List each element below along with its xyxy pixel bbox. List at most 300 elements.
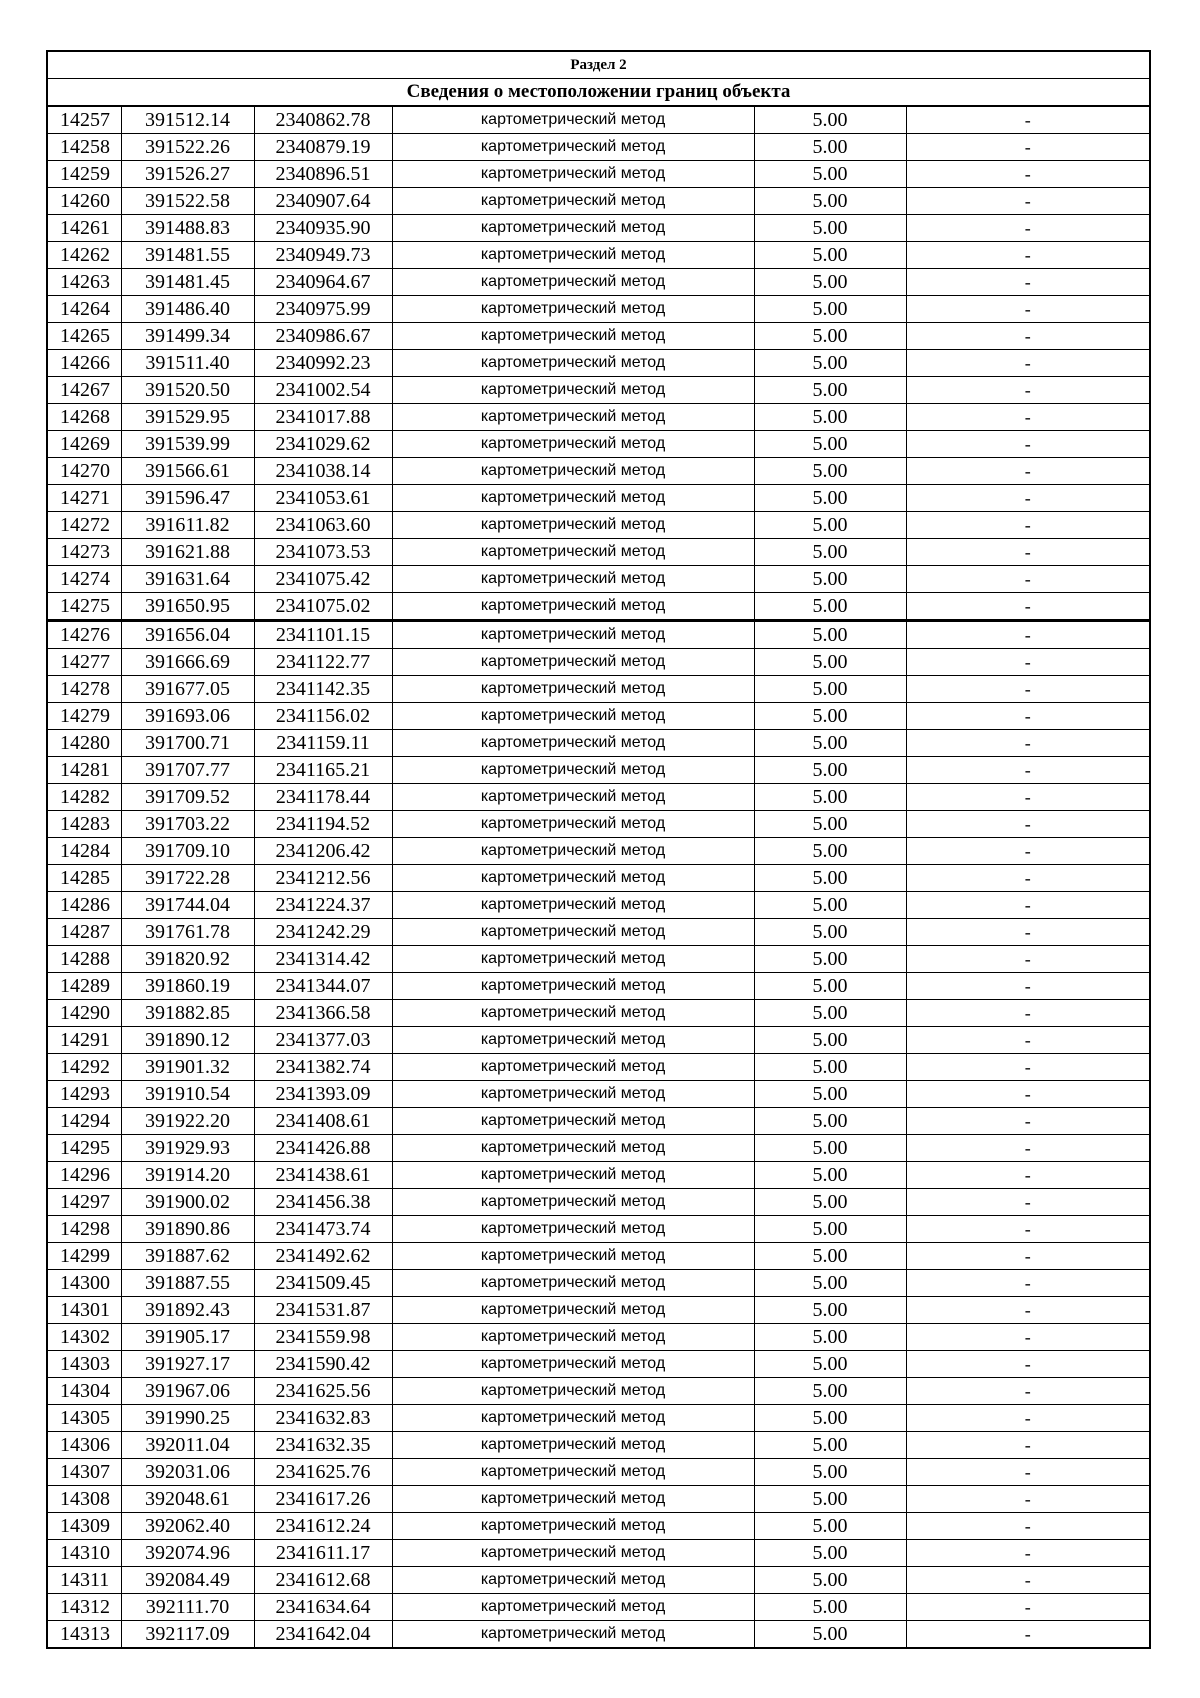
- table-row: [47, 1000, 1150, 1027]
- method-cell: картометрический метод: [392, 188, 754, 215]
- coordinate-x-cell: 391967.06: [121, 1378, 254, 1405]
- table-row: [47, 404, 1150, 431]
- point-number-cell: 14296: [47, 1162, 121, 1189]
- description-cell: -: [906, 1594, 1150, 1621]
- method-cell: картометрический метод: [392, 296, 754, 323]
- coordinate-y-cell: 2341165.21: [254, 757, 392, 784]
- table-row: [47, 1540, 1150, 1567]
- table-row: [47, 188, 1150, 215]
- point-number-cell: 14257: [47, 106, 121, 134]
- point-number-cell: 14278: [47, 676, 121, 703]
- table-row: [47, 323, 1150, 350]
- coordinate-y-cell: 2341002.54: [254, 377, 392, 404]
- point-number-cell: 14291: [47, 1027, 121, 1054]
- table-row: [47, 106, 1150, 134]
- accuracy-cell: 5.00: [754, 106, 906, 134]
- table-row: [47, 838, 1150, 865]
- method-cell: картометрический метод: [392, 1027, 754, 1054]
- method-cell: картометрический метод: [392, 323, 754, 350]
- coordinate-y-cell: 2341625.56: [254, 1378, 392, 1405]
- method-cell: картометрический метод: [392, 1378, 754, 1405]
- coordinate-x-cell: 391927.17: [121, 1351, 254, 1378]
- table-row: [47, 1432, 1150, 1459]
- coordinate-y-cell: 2341314.42: [254, 946, 392, 973]
- point-number-cell: 14269: [47, 431, 121, 458]
- table-row: [47, 350, 1150, 377]
- point-number-cell: 14258: [47, 134, 121, 161]
- coordinate-x-cell: 391656.04: [121, 621, 254, 649]
- coordinate-y-cell: 2341224.37: [254, 892, 392, 919]
- point-number-cell: 14262: [47, 242, 121, 269]
- method-cell: картометрический метод: [392, 215, 754, 242]
- table-row: [47, 593, 1150, 621]
- description-cell: -: [906, 1270, 1150, 1297]
- point-number-cell: 14261: [47, 215, 121, 242]
- coordinate-y-cell: 2341438.61: [254, 1162, 392, 1189]
- table-row: [47, 431, 1150, 458]
- table-row: [47, 811, 1150, 838]
- method-cell: картометрический метод: [392, 811, 754, 838]
- accuracy-cell: 5.00: [754, 1216, 906, 1243]
- table-row: [47, 1594, 1150, 1621]
- coordinate-y-cell: 2341612.24: [254, 1513, 392, 1540]
- point-number-cell: 14304: [47, 1378, 121, 1405]
- point-number-cell: 14268: [47, 404, 121, 431]
- coordinate-y-cell: 2341194.52: [254, 811, 392, 838]
- table-row: [47, 865, 1150, 892]
- method-cell: картометрический метод: [392, 1405, 754, 1432]
- point-number-cell: 14311: [47, 1567, 121, 1594]
- accuracy-cell: 5.00: [754, 1621, 906, 1649]
- point-number-cell: 14294: [47, 1108, 121, 1135]
- accuracy-cell: 5.00: [754, 566, 906, 593]
- method-cell: картометрический метод: [392, 838, 754, 865]
- point-number-cell: 14283: [47, 811, 121, 838]
- coordinate-x-cell: 391887.62: [121, 1243, 254, 1270]
- point-number-cell: 14285: [47, 865, 121, 892]
- method-cell: картометрический метод: [392, 1351, 754, 1378]
- method-cell: картометрический метод: [392, 621, 754, 649]
- accuracy-cell: 5.00: [754, 1324, 906, 1351]
- accuracy-cell: 5.00: [754, 1459, 906, 1486]
- coordinate-y-cell: 2341178.44: [254, 784, 392, 811]
- description-cell: -: [906, 269, 1150, 296]
- coordinate-y-cell: 2340964.67: [254, 269, 392, 296]
- point-number-cell: 14287: [47, 919, 121, 946]
- method-cell: картометрический метод: [392, 512, 754, 539]
- description-cell: -: [906, 539, 1150, 566]
- point-number-cell: 14267: [47, 377, 121, 404]
- coordinate-y-cell: 2341212.56: [254, 865, 392, 892]
- coordinate-x-cell: 391887.55: [121, 1270, 254, 1297]
- method-cell: картометрический метод: [392, 1189, 754, 1216]
- description-cell: -: [906, 566, 1150, 593]
- accuracy-cell: 5.00: [754, 973, 906, 1000]
- coordinate-x-cell: 391910.54: [121, 1081, 254, 1108]
- description-cell: -: [906, 242, 1150, 269]
- method-cell: картометрический метод: [392, 1081, 754, 1108]
- point-number-cell: 14264: [47, 296, 121, 323]
- method-cell: картометрический метод: [392, 1540, 754, 1567]
- description-cell: -: [906, 865, 1150, 892]
- accuracy-cell: 5.00: [754, 1567, 906, 1594]
- table-row: [47, 1351, 1150, 1378]
- coordinate-y-cell: 2341456.38: [254, 1189, 392, 1216]
- coordinate-x-cell: 391611.82: [121, 512, 254, 539]
- table-row: [47, 1513, 1150, 1540]
- coordinate-x-cell: 391860.19: [121, 973, 254, 1000]
- coordinate-x-cell: 391820.92: [121, 946, 254, 973]
- point-number-cell: 14297: [47, 1189, 121, 1216]
- table-row: [47, 919, 1150, 946]
- description-cell: -: [906, 1189, 1150, 1216]
- coordinate-y-cell: 2341073.53: [254, 539, 392, 566]
- coordinate-x-cell: 391709.52: [121, 784, 254, 811]
- coordinate-y-cell: 2340949.73: [254, 242, 392, 269]
- description-cell: -: [906, 1027, 1150, 1054]
- coordinate-y-cell: 2341634.64: [254, 1594, 392, 1621]
- table-row: [47, 973, 1150, 1000]
- method-cell: картометрический метод: [392, 1459, 754, 1486]
- table-row: [47, 566, 1150, 593]
- coordinate-x-cell: 391905.17: [121, 1324, 254, 1351]
- table-row: [47, 676, 1150, 703]
- coordinate-x-cell: 391596.47: [121, 485, 254, 512]
- coordinate-y-cell: 2341159.11: [254, 730, 392, 757]
- coordinate-x-cell: 391700.71: [121, 730, 254, 757]
- accuracy-cell: 5.00: [754, 1594, 906, 1621]
- method-cell: картометрический метод: [392, 485, 754, 512]
- table-row: [47, 161, 1150, 188]
- coordinate-y-cell: 2341509.45: [254, 1270, 392, 1297]
- accuracy-cell: 5.00: [754, 1081, 906, 1108]
- coordinate-x-cell: 391709.10: [121, 838, 254, 865]
- description-cell: -: [906, 973, 1150, 1000]
- method-cell: картометрический метод: [392, 1162, 754, 1189]
- description-cell: -: [906, 106, 1150, 134]
- accuracy-cell: 5.00: [754, 1432, 906, 1459]
- coordinate-x-cell: 392031.06: [121, 1459, 254, 1486]
- coordinate-y-cell: 2341206.42: [254, 838, 392, 865]
- table-body: [47, 51, 1150, 1648]
- method-cell: картометрический метод: [392, 269, 754, 296]
- coordinate-x-cell: 391914.20: [121, 1162, 254, 1189]
- accuracy-cell: 5.00: [754, 1027, 906, 1054]
- table-row: [47, 1216, 1150, 1243]
- coordinate-y-cell: 2341377.03: [254, 1027, 392, 1054]
- coordinate-y-cell: 2341611.17: [254, 1540, 392, 1567]
- point-number-cell: 14306: [47, 1432, 121, 1459]
- coordinate-y-cell: 2341632.83: [254, 1405, 392, 1432]
- coordinate-y-cell: 2341642.04: [254, 1621, 392, 1649]
- table-row: [47, 458, 1150, 485]
- method-cell: картометрический метод: [392, 1567, 754, 1594]
- coordinate-y-cell: 2340992.23: [254, 350, 392, 377]
- coordinate-y-cell: 2341625.76: [254, 1459, 392, 1486]
- accuracy-cell: 5.00: [754, 784, 906, 811]
- coordinate-x-cell: 391882.85: [121, 1000, 254, 1027]
- point-number-cell: 14308: [47, 1486, 121, 1513]
- coordinate-x-cell: 391486.40: [121, 296, 254, 323]
- coordinate-x-cell: 391722.28: [121, 865, 254, 892]
- method-cell: картометрический метод: [392, 1432, 754, 1459]
- coordinate-y-cell: 2341492.62: [254, 1243, 392, 1270]
- accuracy-cell: 5.00: [754, 458, 906, 485]
- document-page: [46, 50, 1151, 1649]
- accuracy-cell: 5.00: [754, 1540, 906, 1567]
- coordinate-x-cell: 391892.43: [121, 1297, 254, 1324]
- coordinate-x-cell: 391922.20: [121, 1108, 254, 1135]
- description-cell: -: [906, 1405, 1150, 1432]
- coordinate-x-cell: 391481.45: [121, 269, 254, 296]
- table-row: [47, 892, 1150, 919]
- accuracy-cell: 5.00: [754, 323, 906, 350]
- coordinate-x-cell: 391566.61: [121, 458, 254, 485]
- point-number-cell: 14266: [47, 350, 121, 377]
- description-cell: -: [906, 377, 1150, 404]
- description-cell: -: [906, 1054, 1150, 1081]
- method-cell: картометрический метод: [392, 161, 754, 188]
- boundary-coordinates-table: [46, 50, 1151, 1649]
- accuracy-cell: 5.00: [754, 1162, 906, 1189]
- coordinate-x-cell: 392011.04: [121, 1432, 254, 1459]
- accuracy-cell: 5.00: [754, 811, 906, 838]
- description-cell: -: [906, 703, 1150, 730]
- point-number-cell: 14272: [47, 512, 121, 539]
- coordinate-y-cell: 2340896.51: [254, 161, 392, 188]
- table-row: [47, 269, 1150, 296]
- coordinate-y-cell: 2341382.74: [254, 1054, 392, 1081]
- accuracy-cell: 5.00: [754, 1513, 906, 1540]
- description-cell: -: [906, 1567, 1150, 1594]
- point-number-cell: 14273: [47, 539, 121, 566]
- point-number-cell: 14300: [47, 1270, 121, 1297]
- table-row: [47, 512, 1150, 539]
- coordinate-y-cell: 2341617.26: [254, 1486, 392, 1513]
- accuracy-cell: 5.00: [754, 512, 906, 539]
- accuracy-cell: 5.00: [754, 593, 906, 621]
- description-cell: -: [906, 621, 1150, 649]
- method-cell: картометрический метод: [392, 1486, 754, 1513]
- point-number-cell: 14295: [47, 1135, 121, 1162]
- coordinate-x-cell: 392084.49: [121, 1567, 254, 1594]
- description-cell: -: [906, 892, 1150, 919]
- method-cell: картометрический метод: [392, 566, 754, 593]
- coordinate-x-cell: 391900.02: [121, 1189, 254, 1216]
- coordinate-x-cell: 391481.55: [121, 242, 254, 269]
- coordinate-x-cell: 391511.40: [121, 350, 254, 377]
- coordinate-x-cell: 391890.12: [121, 1027, 254, 1054]
- description-cell: -: [906, 512, 1150, 539]
- description-cell: -: [906, 1351, 1150, 1378]
- coordinate-y-cell: 2341426.88: [254, 1135, 392, 1162]
- coordinate-y-cell: 2340935.90: [254, 215, 392, 242]
- coordinate-y-cell: 2341590.42: [254, 1351, 392, 1378]
- table-row: [47, 1567, 1150, 1594]
- coordinate-y-cell: 2341029.62: [254, 431, 392, 458]
- point-number-cell: 14290: [47, 1000, 121, 1027]
- table-row: [47, 215, 1150, 242]
- table-row: [47, 703, 1150, 730]
- method-cell: картометрический метод: [392, 1243, 754, 1270]
- method-cell: картометрический метод: [392, 1513, 754, 1540]
- table-row: [47, 621, 1150, 649]
- accuracy-cell: 5.00: [754, 757, 906, 784]
- coordinate-y-cell: 2341473.74: [254, 1216, 392, 1243]
- point-number-cell: 14307: [47, 1459, 121, 1486]
- accuracy-cell: 5.00: [754, 1243, 906, 1270]
- description-cell: -: [906, 593, 1150, 621]
- method-cell: картометрический метод: [392, 593, 754, 621]
- coordinate-x-cell: 391621.88: [121, 539, 254, 566]
- accuracy-cell: 5.00: [754, 1351, 906, 1378]
- coordinate-y-cell: 2340907.64: [254, 188, 392, 215]
- coordinate-y-cell: 2341075.02: [254, 593, 392, 621]
- accuracy-cell: 5.00: [754, 919, 906, 946]
- description-cell: -: [906, 1243, 1150, 1270]
- accuracy-cell: 5.00: [754, 1297, 906, 1324]
- description-cell: -: [906, 1216, 1150, 1243]
- point-number-cell: 14280: [47, 730, 121, 757]
- point-number-cell: 14277: [47, 649, 121, 676]
- table-row: [47, 485, 1150, 512]
- coordinate-x-cell: 391929.93: [121, 1135, 254, 1162]
- description-cell: -: [906, 1081, 1150, 1108]
- point-number-cell: 14276: [47, 621, 121, 649]
- description-cell: -: [906, 1432, 1150, 1459]
- point-number-cell: 14313: [47, 1621, 121, 1649]
- method-cell: картометрический метод: [392, 649, 754, 676]
- coordinate-y-cell: 2341366.58: [254, 1000, 392, 1027]
- coordinate-x-cell: 391522.58: [121, 188, 254, 215]
- table-title: Сведения о местоположении границ объекта: [47, 79, 1150, 107]
- method-cell: картометрический метод: [392, 1000, 754, 1027]
- table-row: [47, 649, 1150, 676]
- coordinate-y-cell: 2341408.61: [254, 1108, 392, 1135]
- accuracy-cell: 5.00: [754, 134, 906, 161]
- table-row: [47, 946, 1150, 973]
- point-number-cell: 14288: [47, 946, 121, 973]
- table-row: [47, 1486, 1150, 1513]
- description-cell: -: [906, 757, 1150, 784]
- point-number-cell: 14309: [47, 1513, 121, 1540]
- coordinate-y-cell: 2340862.78: [254, 106, 392, 134]
- accuracy-cell: 5.00: [754, 649, 906, 676]
- description-cell: -: [906, 350, 1150, 377]
- method-cell: картометрический метод: [392, 134, 754, 161]
- description-cell: -: [906, 1324, 1150, 1351]
- method-cell: картометрический метод: [392, 973, 754, 1000]
- table-row: [47, 1108, 1150, 1135]
- method-cell: картометрический метод: [392, 350, 754, 377]
- accuracy-cell: 5.00: [754, 1000, 906, 1027]
- coordinate-x-cell: 391703.22: [121, 811, 254, 838]
- method-cell: картометрический метод: [392, 1054, 754, 1081]
- point-number-cell: 14298: [47, 1216, 121, 1243]
- accuracy-cell: 5.00: [754, 161, 906, 188]
- method-cell: картометрический метод: [392, 919, 754, 946]
- method-cell: картометрический метод: [392, 757, 754, 784]
- method-cell: картометрический метод: [392, 242, 754, 269]
- description-cell: -: [906, 1135, 1150, 1162]
- point-number-cell: 14292: [47, 1054, 121, 1081]
- point-number-cell: 14293: [47, 1081, 121, 1108]
- point-number-cell: 14275: [47, 593, 121, 621]
- coordinate-x-cell: 391520.50: [121, 377, 254, 404]
- point-number-cell: 14301: [47, 1297, 121, 1324]
- accuracy-cell: 5.00: [754, 431, 906, 458]
- method-cell: картометрический метод: [392, 1108, 754, 1135]
- coordinate-x-cell: 392111.70: [121, 1594, 254, 1621]
- coordinate-x-cell: 392048.61: [121, 1486, 254, 1513]
- point-number-cell: 14305: [47, 1405, 121, 1432]
- description-cell: -: [906, 1621, 1150, 1649]
- description-cell: -: [906, 188, 1150, 215]
- coordinate-x-cell: 391529.95: [121, 404, 254, 431]
- method-cell: картометрический метод: [392, 1216, 754, 1243]
- description-cell: -: [906, 1108, 1150, 1135]
- table-row: [47, 377, 1150, 404]
- method-cell: картометрический метод: [392, 1594, 754, 1621]
- point-number-cell: 14284: [47, 838, 121, 865]
- accuracy-cell: 5.00: [754, 730, 906, 757]
- coordinate-x-cell: 391707.77: [121, 757, 254, 784]
- method-cell: картометрический метод: [392, 458, 754, 485]
- description-cell: -: [906, 838, 1150, 865]
- accuracy-cell: 5.00: [754, 1378, 906, 1405]
- method-cell: картометрический метод: [392, 784, 754, 811]
- accuracy-cell: 5.00: [754, 1405, 906, 1432]
- description-cell: -: [906, 458, 1150, 485]
- accuracy-cell: 5.00: [754, 404, 906, 431]
- description-cell: -: [906, 784, 1150, 811]
- coordinate-x-cell: 391499.34: [121, 323, 254, 350]
- table-row: [47, 242, 1150, 269]
- coordinate-x-cell: 391522.26: [121, 134, 254, 161]
- description-cell: -: [906, 1378, 1150, 1405]
- coordinate-y-cell: 2341075.42: [254, 566, 392, 593]
- table-row: [47, 1243, 1150, 1270]
- description-cell: -: [906, 296, 1150, 323]
- point-number-cell: 14299: [47, 1243, 121, 1270]
- coordinate-y-cell: 2341038.14: [254, 458, 392, 485]
- coordinate-x-cell: 392117.09: [121, 1621, 254, 1649]
- method-cell: картометрический метод: [392, 946, 754, 973]
- coordinate-y-cell: 2341559.98: [254, 1324, 392, 1351]
- method-cell: картометрический метод: [392, 676, 754, 703]
- method-cell: картометрический метод: [392, 1297, 754, 1324]
- accuracy-cell: 5.00: [754, 296, 906, 323]
- table-row: [47, 1135, 1150, 1162]
- method-cell: картометрический метод: [392, 730, 754, 757]
- table-row: [47, 539, 1150, 566]
- point-number-cell: 14271: [47, 485, 121, 512]
- description-cell: -: [906, 323, 1150, 350]
- description-cell: -: [906, 1540, 1150, 1567]
- point-number-cell: 14281: [47, 757, 121, 784]
- method-cell: картометрический метод: [392, 377, 754, 404]
- point-number-cell: 14263: [47, 269, 121, 296]
- table-row: [47, 296, 1150, 323]
- coordinate-y-cell: 2341531.87: [254, 1297, 392, 1324]
- description-cell: -: [906, 1513, 1150, 1540]
- table-row: [47, 1405, 1150, 1432]
- accuracy-cell: 5.00: [754, 539, 906, 566]
- accuracy-cell: 5.00: [754, 269, 906, 296]
- accuracy-cell: 5.00: [754, 377, 906, 404]
- point-number-cell: 14286: [47, 892, 121, 919]
- coordinate-y-cell: 2340879.19: [254, 134, 392, 161]
